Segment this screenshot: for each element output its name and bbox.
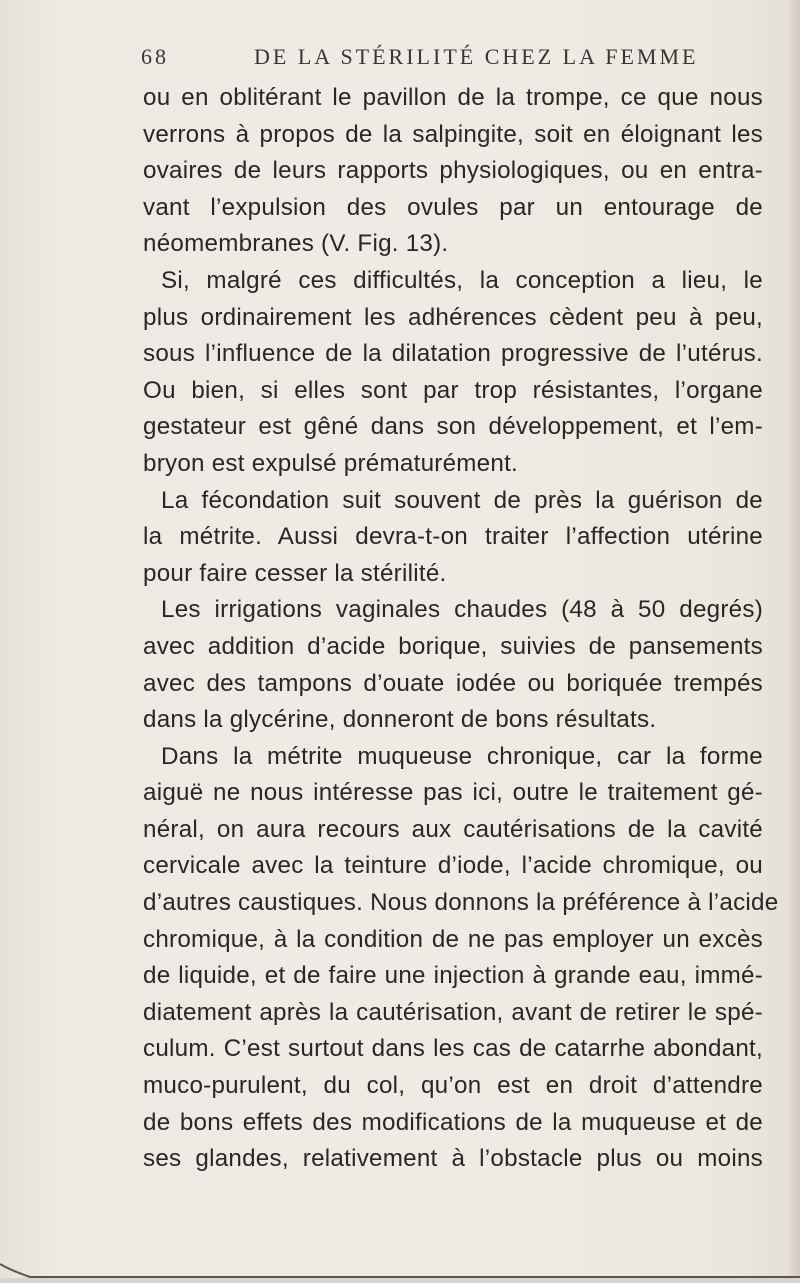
running-title: DE LA STÉRILITÉ CHEZ LA FEMME xyxy=(254,44,699,69)
text-line: diatement après la cautérisation, avant de retirer le spé- xyxy=(143,998,763,1026)
text-line: de liquide, et de faire une injection à grande eau, immé- xyxy=(143,962,763,990)
text-line: d’autres caustiques. Nous donnons la préférence à l’acide xyxy=(143,889,779,917)
text-line: ovaires de leurs rapports physiologiques, ou en entra- xyxy=(143,157,763,185)
text-line: aiguë ne nous intéresse pas ici, outre le traitement gé- xyxy=(143,779,763,807)
text-line: pour faire cesser la stérilité. xyxy=(143,559,447,587)
text-line: chromique, à la condition de ne pas employer un excès xyxy=(143,925,763,953)
page-curl-line xyxy=(0,1262,800,1283)
text-line: dans la glycérine, donneront de bons résultats. xyxy=(143,706,657,734)
paragraph-first-line: Si, malgré ces difficultés, la conception a lieu, le xyxy=(161,266,763,294)
text-line: néomembranes (V. Fig. 13). xyxy=(143,230,449,258)
text-line: plus ordinairement les adhérences cèdent peu à peu, xyxy=(143,303,763,331)
text-line: Ou bien, si elles sont par trop résistantes, l’organe xyxy=(143,376,763,404)
running-head xyxy=(137,44,699,84)
text-line: la métrite. Aussi devra-t-on traiter l’affection utérine xyxy=(143,523,763,551)
body-text xyxy=(143,80,779,1178)
text-line: muco-purulent, du col, qu’on est en droit d’attendre xyxy=(143,1072,763,1100)
page-edge-shadow xyxy=(788,0,800,1283)
text-line: néral, on aura recours aux cautérisations de la cavité xyxy=(143,815,763,843)
paragraph-first-line: Les irrigations vaginales chaudes (48 à 50 degrés) xyxy=(161,596,763,624)
text-line: sous l’influence de la dilatation progressive de l’utérus. xyxy=(143,340,763,368)
text-line: avec des tampons d’ouate iodée ou boriquée trempés xyxy=(143,669,763,697)
text-line: bryon est expulsé prématurément. xyxy=(143,449,519,477)
text-line: de bons effets des modifications de la muqueuse et de xyxy=(143,1108,763,1136)
text-line: gestateur est gêné dans son développement, et l’em- xyxy=(143,413,763,441)
text-line: verrons à propos de la salpingite, soit en éloignant les xyxy=(143,120,763,148)
text-line: culum. C’est surtout dans les cas de catarrhe abondant, xyxy=(143,1035,763,1063)
text-line: avec addition d’acide borique, suivies de pansements xyxy=(143,632,763,660)
paragraph-first-line: Dans la métrite muqueuse chronique, car la forme xyxy=(161,742,763,770)
paragraph-first-line: La fécondation suit souvent de près la guérison de xyxy=(161,486,763,514)
text-line: ou en oblitérant le pavillon de la trompe, ce que nous xyxy=(143,84,763,111)
page-number: 68 xyxy=(141,44,169,69)
text-line: ses glandes, relativement à l’obstacle plus ou moins xyxy=(143,1145,763,1173)
text-line: cervicale avec la teinture d’iode, l’acide chromique, ou xyxy=(143,852,763,880)
text-line: vant l’expulsion des ovules par un entourage de xyxy=(143,193,763,221)
page-bottom-edge xyxy=(0,1262,800,1283)
